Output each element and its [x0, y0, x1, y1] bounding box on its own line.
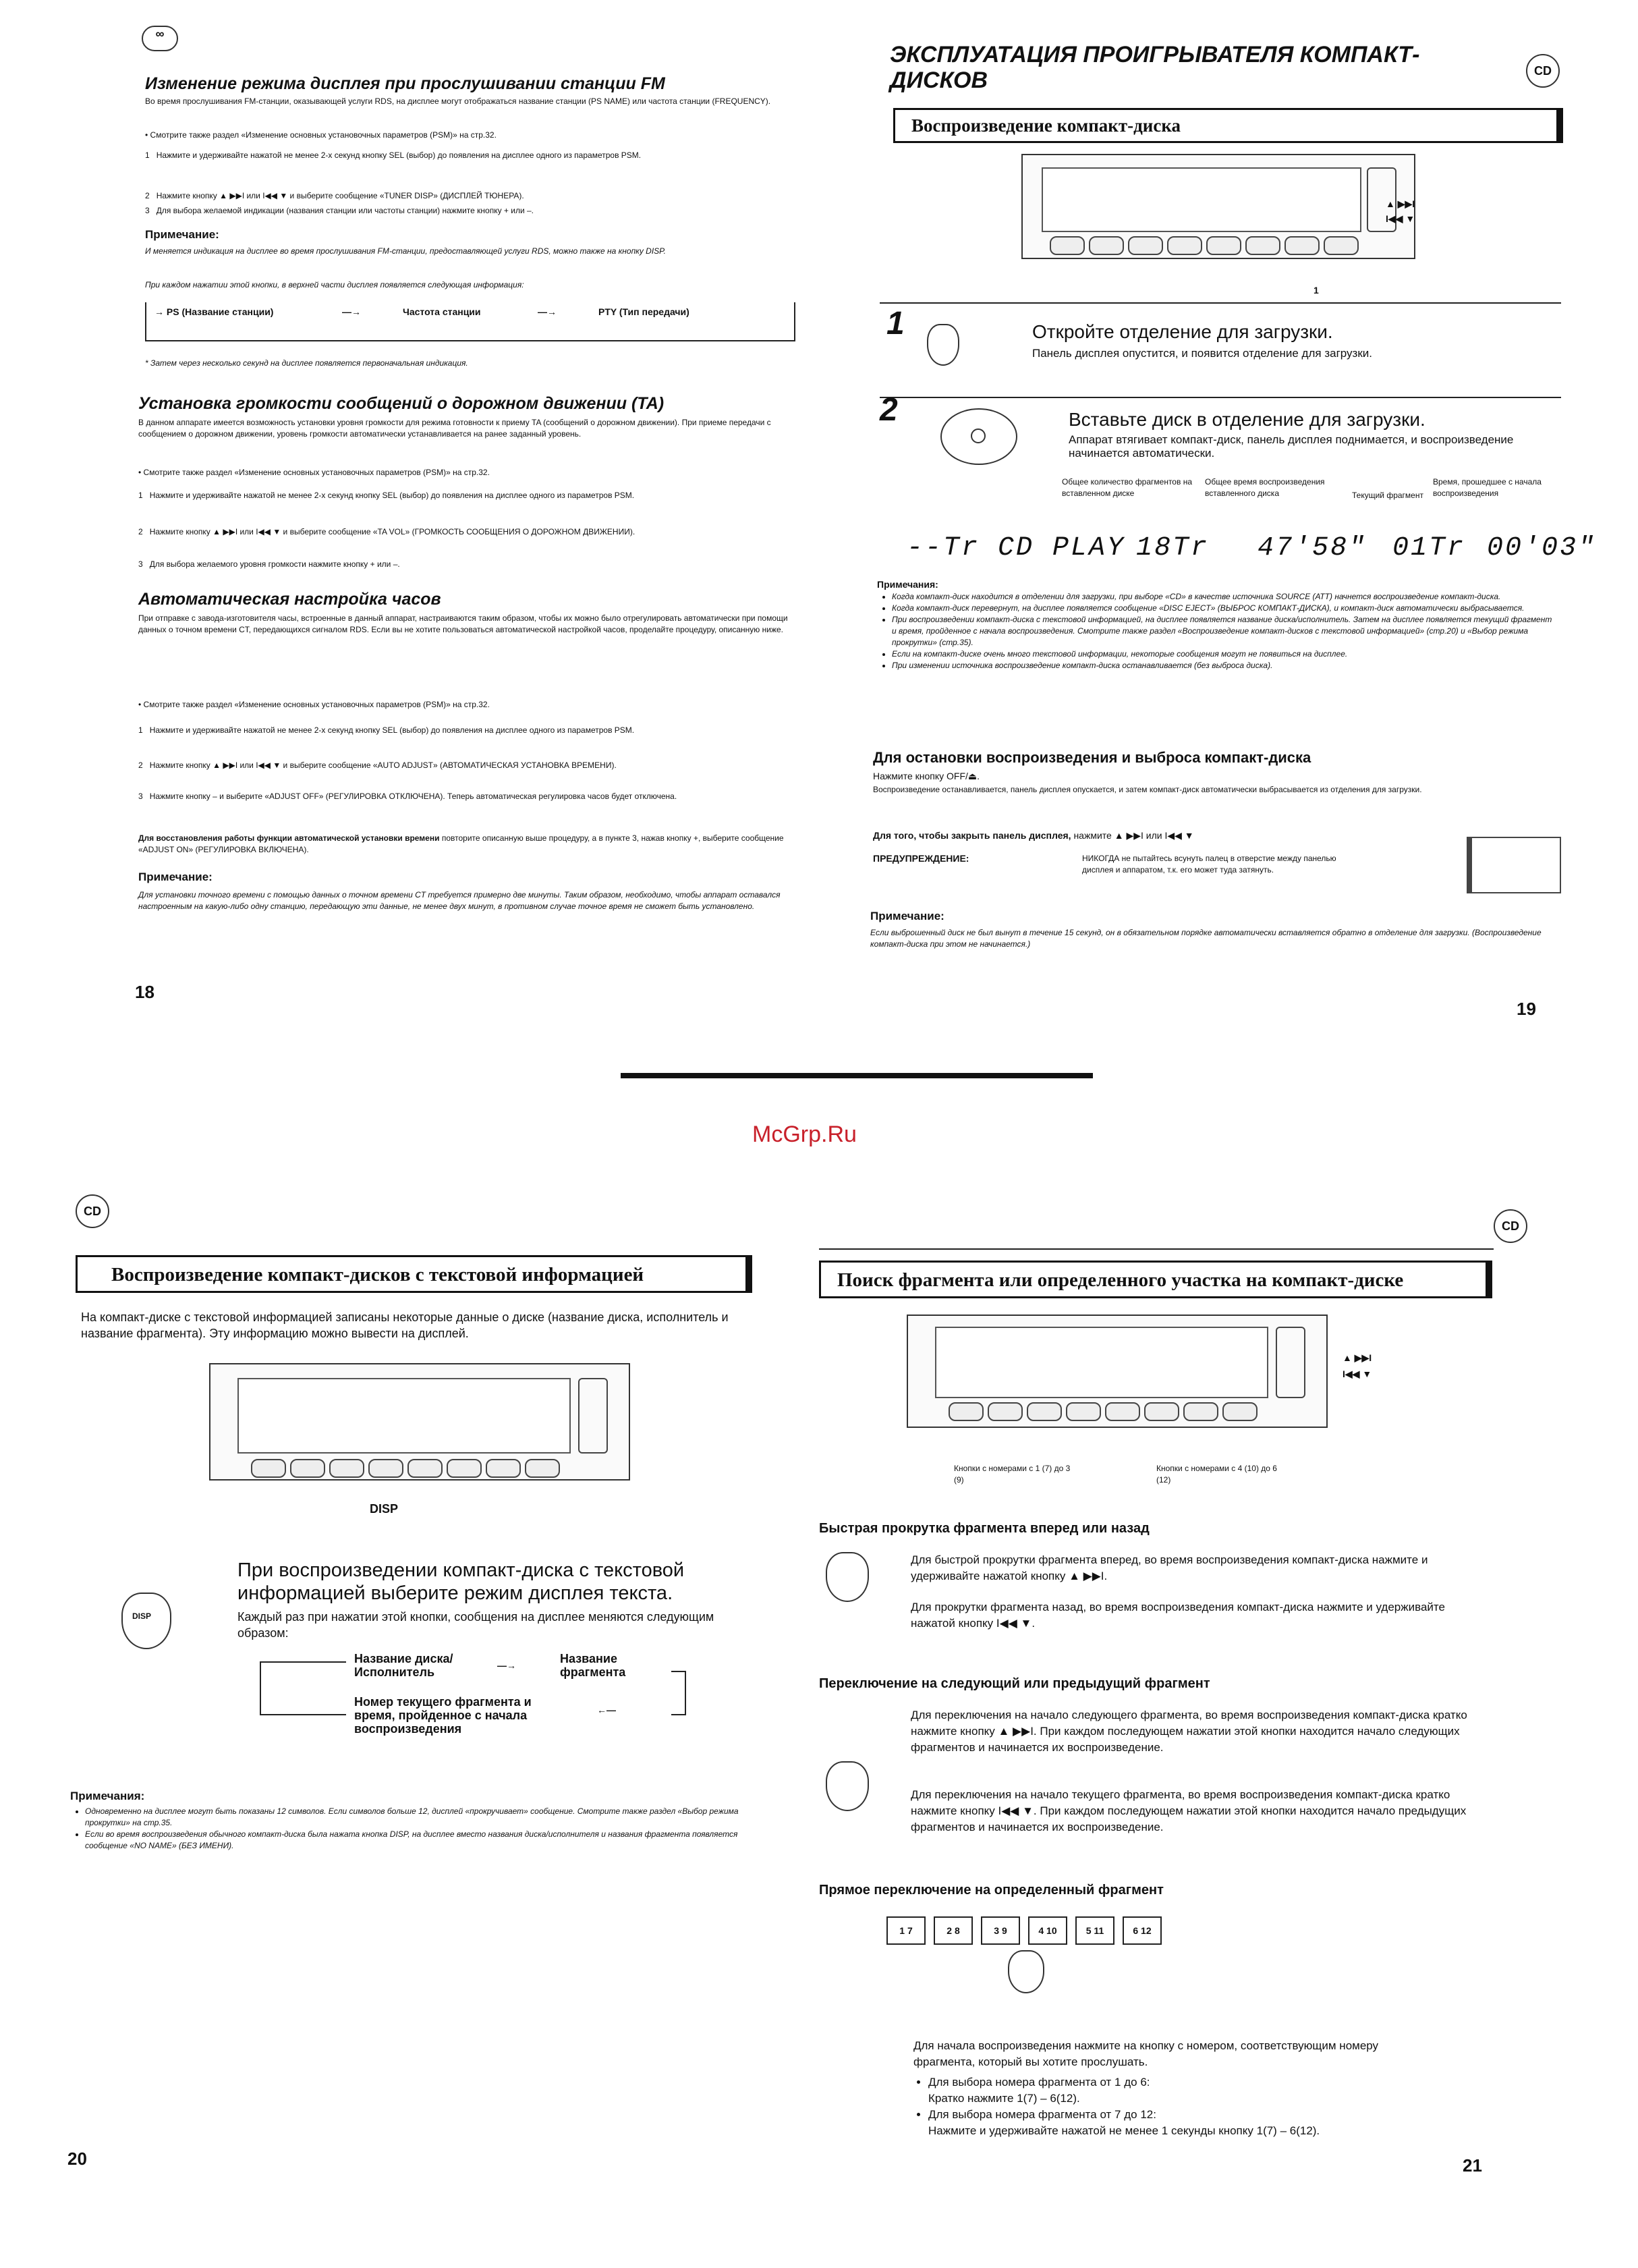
- direct-head: Прямое переключение на определенный фрагмент: [819, 1883, 1164, 1898]
- step1-number: 1: [886, 306, 905, 341]
- cd-text-intro: На компакт-диске с текстовой информацией записаны некоторые данные о диске (название диска, исполнитель и название фрагмента). Эту информацию можно вывести на дисплей.: [81, 1310, 729, 1340]
- cd-text-notes: [70, 1806, 745, 1852]
- fm-flow: → PS (Название станции) —→ Частота станции —→ PTY (Тип передачи): [145, 302, 795, 341]
- number-key: 5 11: [1075, 1916, 1114, 1945]
- direct-list: [913, 2074, 1467, 2139]
- ff-head: Быстрая прокрутка фрагмента вперед или назад: [819, 1521, 1150, 1536]
- lcd-current-track: 01Tr: [1392, 533, 1466, 563]
- ff-forward: Для быстрой прокрутки фрагмента вперед, во время воспроизведения компакт-диска нажмите и удерживайте нажатой кнопку ▲ ▶▶I.: [911, 1553, 1428, 1582]
- step1-text: Панель дисплея опустится, и появится отделение для загрузки.: [1032, 347, 1372, 360]
- disc-hole-icon: [971, 428, 986, 443]
- arrow-up-label: ▲ ▶▶I: [1386, 198, 1415, 209]
- label-current-track: Текущий фрагмент: [1352, 491, 1423, 500]
- note-item: • Если на компакт-диске очень много текстовой информации, некоторые сообщения могут не появиться на дисплее.: [892, 648, 1558, 660]
- arrow-down-label: I◀◀ ▼: [1343, 1368, 1372, 1379]
- clock-step-2: 2 Нажмите кнопку ▲ ▶▶I или I◀◀ ▼ и выберите сообщение «AUTO ADJUST» (АВТОМАТИЧЕСКАЯ УСТАНОВКА ВРЕМЕНИ).: [138, 760, 617, 770]
- arrow-down-label: I◀◀ ▼: [1386, 213, 1415, 224]
- notes-label-20: Примечания:: [70, 1790, 145, 1802]
- ta-step-1: 1 Нажмите и удерживайте нажатой не менее 2-х секунд кнопку SEL (выбор) до появления на дисплее одного из параметров PSM.: [138, 491, 635, 500]
- label-total-time: Общее время воспроизведения вставленного диска: [1205, 477, 1325, 498]
- ff-back: Для прокрутки фрагмента назад, во время воспроизведения компакт-диска нажмите и удерживайте нажатой кнопку I◀◀ ▼.: [911, 1601, 1445, 1630]
- section-cd-play: Воспроизведение компакт-диска: [893, 108, 1563, 143]
- ta-title: Установка громкости сообщений о дорожном движении (TA): [138, 394, 665, 413]
- page-19: [819, 0, 1638, 1039]
- ta-see: • Смотрите также раздел «Изменение основных установочных параметров (PSM)» на стр.32.: [138, 468, 490, 477]
- cd-page-icon: CD: [1494, 1209, 1527, 1243]
- section-track-search: Поиск фрагмента или определенного участка на компакт-диске: [819, 1261, 1492, 1298]
- skip-prev: Для переключения на начало текущего фрагмента, во время воспроизведения компакт-диска кратко нажмите кнопку I◀◀ ▼. При каждом последующем нажатии этой кнопки находится начало предыдущих фрагментов и начинается их воспроизведение.: [911, 1788, 1467, 1833]
- keys-1-3-label: Кнопки с номерами с 1 (7) до 3 (9): [954, 1464, 1071, 1485]
- number-key: 2 8: [934, 1916, 973, 1945]
- step2-number: 2: [880, 392, 898, 428]
- direct-item: • Для выбора номера фрагмента от 7 до 12: Нажмите и удерживайте нажатой не менее 1 секунды кнопку 1(7) – 6(12).: [928, 2107, 1467, 2139]
- note-item: • Если во время воспроизведения обычного компакт-диска была нажата кнопка DISP, на дисплее вместо названия диска/исполнителя и названия фрагмента появляется сообщение «NO NAME» (БЕЗ ИМЕНИ).: [85, 1829, 745, 1852]
- notes-label: Примечания:: [877, 579, 938, 590]
- skip-head: Переключение на следующий или предыдущий фрагмент: [819, 1676, 1210, 1691]
- note-item: • Когда компакт-диск перевернут, на дисплее появляется сообщение «DISC EJECT» (ВЫБРОС КОМПАКТ-ДИСКА), и компакт-диск автоматически выбрасывается.: [892, 603, 1558, 614]
- number-keys: [886, 1916, 1162, 1945]
- stop-text: Воспроизведение останавливается, панель дисплея опускается, и затем компакт-диск автоматически выбрасывается из отделения для загрузки.: [873, 785, 1422, 794]
- step2-text: Аппарат втягивает компакт-диск, панель дисплея поднимается, и воспроизведение начинается автоматически.: [1069, 433, 1514, 460]
- clock-see: • Смотрите также раздел «Изменение основных установочных параметров (PSM)» на стр.32.: [138, 700, 490, 709]
- lcd-cd-play: --Tr CD PLAY: [907, 533, 1126, 563]
- disp-callout: DISP: [370, 1502, 399, 1516]
- finger-press-icon: [826, 1552, 869, 1602]
- stop-head: Для остановки воспроизведения и выброса компакт-диска: [873, 749, 1311, 766]
- flow-freq: Частота станции: [403, 306, 481, 317]
- cd-unit-panel: [209, 1363, 630, 1481]
- watermark: McGrp.Ru: [752, 1122, 857, 1147]
- step2-rule: [880, 397, 1561, 398]
- page-18: [0, 0, 819, 1039]
- panel-gap-illustration: [1467, 837, 1561, 893]
- page-number-18: 18: [135, 982, 154, 1002]
- page-number-19: 19: [1517, 999, 1536, 1019]
- number-key: 1 7: [886, 1916, 926, 1945]
- fm-step-1: 1 Нажмите и удерживайте нажатой не менее 2-х секунд кнопку SEL (выбор) до появления на дисплее одного из параметров PSM.: [145, 150, 642, 160]
- fm-note-label: Примечание:: [145, 228, 219, 241]
- clock-title: Автоматическая настройка часов: [138, 590, 441, 609]
- page-20: [0, 1147, 819, 2268]
- cd-unit-panel: [1021, 154, 1415, 259]
- callout-1: 1: [1314, 285, 1319, 296]
- cd-page-icon: CD: [76, 1194, 109, 1228]
- center-divider: [621, 1073, 1093, 1078]
- lcd-elapsed: 00'03": [1487, 533, 1597, 563]
- lcd-total-tracks: 18Tr: [1136, 533, 1210, 563]
- ta-intro: В данном аппарате имеется возможность установки уровня громкости для режима готовности к приему TA (сообщений о дорожном движении). При приеме передачи с сообщением о дорожном движении, уровень громкости автоматически устанавливается на ранее заданный уровень.: [138, 418, 771, 439]
- step1-head: Откройте отделение для загрузки.: [1032, 321, 1333, 342]
- number-key: 3 9: [981, 1916, 1020, 1945]
- warning-label: ПРЕДУПРЕЖДЕНИЕ:: [873, 853, 969, 864]
- finger-press-icon: [927, 324, 959, 366]
- fm-step-3: 3 Для выбора желаемой индикации (названия станции или частоты станции) нажмите кнопку + или –.: [145, 206, 534, 215]
- step2-head: Вставьте диск в отделение для загрузки.: [1069, 409, 1425, 430]
- fm-title: Изменение режима дисплея при прослушивании станции FM: [145, 74, 665, 93]
- clock-note: Для установки точного времени с помощью данных о точном времени CT требуется примерно две минуты. Таким образом, необходимо, чтобы аппарат оставался настроенным на какую-либо одну станцию, передающую эти данные, не менее двух минут, в противном случае точное время не сможет быть установлено.: [138, 890, 781, 911]
- fm-step-2: 2 Нажмите кнопку ▲ ▶▶I или I◀◀ ▼ и выберите сообщение «TUNER DISP» (ДИСПЛЕЙ ТЮНЕРА).: [145, 191, 524, 200]
- cd-page-icon: CD: [1526, 54, 1560, 88]
- cd-text-sub: Каждый раз при нажатии этой кнопки, сообщения на дисплее меняются следующим образом:: [237, 1610, 714, 1640]
- flow-track-time: Номер текущего фрагмента и время, пройденное с начала воспроизведения: [354, 1695, 532, 1736]
- note-text-19: Если выброшенный диск не был вынут в течение 15 секунд, он в обязательном порядке автоматически вставляется обратно в отделение для загрузки. (Воспроизведение компакт-диска при этом не начинается.): [870, 928, 1542, 949]
- lcd-total-time: 47'58": [1258, 533, 1367, 563]
- label-total-tracks: Общее количество фрагментов на вставленном диске: [1062, 477, 1192, 498]
- ta-step-2: 2 Нажмите кнопку ▲ ▶▶I или I◀◀ ▼ и выберите сообщение «TA VOL» (ГРОМКОСТЬ СООБЩЕНИЯ О ДОРОЖНОМ ДВИЖЕНИИ).: [138, 527, 636, 536]
- arrow-up-label: ▲ ▶▶I: [1343, 1352, 1372, 1363]
- flow-track-name: Название фрагмента: [560, 1652, 626, 1679]
- step1-rule: [880, 302, 1561, 304]
- clock-step-1: 1 Нажмите и удерживайте нажатой не менее 2-х секунд кнопку SEL (выбор) до появления на дисплее одного из параметров PSM.: [138, 725, 635, 735]
- page-number-20: 20: [67, 2149, 87, 2169]
- main-title: ЭКСПЛУАТАЦИЯ ПРОИГРЫВАТЕЛЯ КОМПАКТ-ДИСКОВ: [890, 42, 1420, 93]
- finger-press-icon: [826, 1761, 869, 1811]
- fm-see: • Смотрите также раздел «Изменение основных установочных параметров (PSM)» на стр.32.: [145, 130, 497, 140]
- warning-text: НИКОГДА не пытайтесь всунуть палец в отверстие между панелью дисплея и аппаратом, т.к. его может туда затянуть.: [1082, 854, 1336, 875]
- note-item: • При изменении источника воспроизведение компакт-диска останавливается (без выброса диска).: [892, 660, 1558, 671]
- ta-step-3: 3 Для выбора желаемого уровня громкости нажмите кнопку + или –.: [138, 559, 400, 569]
- finger-press-icon: [1008, 1950, 1044, 1993]
- direct-item: • Для выбора номера фрагмента от 1 до 6: Кратко нажмите 1(7) – 6(12).: [928, 2074, 1467, 2107]
- fm-intro: Во время прослушивания FM-станции, оказывающей услуги RDS, на дисплее могут отображаться название станции (PS NAME) или частота станции (FREQUENCY).: [145, 96, 771, 106]
- note-item: • При воспроизведении компакт-диска с текстовой информацией, на дисплее появляется название диска/исполнитель. Затем на дисплее появляется текущий фрагмент и время, пройденное с начала воспроизведения. Смотрите также раздел «Воспроизведение компакт-дисков с текстовой информацией» (стр.20) и «Выбор режима прокрутки» (стр.35).: [892, 614, 1558, 648]
- cd-unit-panel: [907, 1315, 1328, 1428]
- keys-4-6-label: Кнопки с номерами с 4 (10) до 6 (12): [1156, 1464, 1277, 1485]
- note-item: • Одновременно на дисплее могут быть показаны 12 символов. Если символов больше 12, дисплей «прокручивает» сообщение. Смотрите также раздел «Выбор режима прокрутки» на стр.35.: [85, 1806, 745, 1829]
- skip-next: Для переключения на начало следующего фрагмента, во время воспроизведения компакт-диска кратко нажмите кнопку ▲ ▶▶I. При каждом последующем нажатии этой кнопки находится начало следующих фрагментов и начинается их воспроизведение.: [911, 1709, 1467, 1754]
- clock-step-3: 3 Нажмите кнопку – и выберите «ADJUST OFF» (РЕГУЛИРОВКА ОТКЛЮЧЕНА). Теперь автоматическая регулировка часов будет отключена.: [138, 792, 677, 801]
- note-label-19: Примечание:: [870, 910, 944, 922]
- page-21: [819, 1147, 1638, 2268]
- clock-note-label: Примечание:: [138, 870, 213, 883]
- flow-disc-name: Название диска/ Исполнитель: [354, 1652, 453, 1679]
- lcd-display: [907, 533, 1597, 567]
- fm-note-2: При каждом нажатии этой кнопки, в верхней части дисплея появляется следующая информация:: [145, 280, 524, 289]
- close-panel: Для того, чтобы закрыть панель дисплея, нажмите ▲ ▶▶I или I◀◀ ▼: [873, 830, 1194, 841]
- direct-intro: Для начала воспроизведения нажмите на кнопку с номером, соответствующим номеру фрагмента, который вы хотите прослушать.: [913, 2039, 1379, 2068]
- clock-intro: При отправке с завода-изготовителя часы, встроенные в данный аппарат, настраиваются таким образом, чтобы их можно было отрегулировать автоматически при помощи данных о точном времени CT, передающихся сигналом RDS. Если вы не хотите пользоваться автоматической настройкой часов, проделайте процедуру, описанную ниже.: [138, 613, 788, 634]
- header-rule: [819, 1248, 1494, 1250]
- label-elapsed: Время, прошедшее с начала воспроизведения: [1433, 477, 1542, 498]
- fm-note-1: И меняется индикация на дисплее во время прослушивания FM-станции, предоставляющей услуги RDS, можно также на кнопку DISP.: [145, 246, 666, 256]
- text-mode-flow: Название диска/ Исполнитель —→ Название фрагмента Номер текущего фрагмента и время, пройденное с начала воспроизведения ←—: [260, 1652, 691, 1760]
- disp-button-label: DISP: [132, 1611, 152, 1621]
- section-cd-text: Воспроизведение компакт-дисков с текстовой информацией: [76, 1255, 752, 1293]
- cd-notes: [877, 591, 1558, 671]
- clock-restore: Для восстановления работы функции автоматической установки времени повторите описанную выше процедуру, а в пункте 3, нажав кнопку +, выберите сообщение «ADJUST ON» (РЕГУЛИРОВКА ВКЛЮЧЕНА).: [138, 833, 784, 854]
- flow-pty: PTY (Тип передачи): [598, 306, 689, 317]
- number-key: 4 10: [1028, 1916, 1067, 1945]
- number-key: 6 12: [1123, 1916, 1162, 1945]
- flow-ps: PS (Название станции): [166, 306, 274, 317]
- stop-button-text: Нажмите кнопку OFF/⏏.: [873, 771, 980, 781]
- disp-button-press-icon: [121, 1593, 171, 1649]
- fm-footnote: * Затем через несколько секунд на дисплее появляется первоначальная индикация.: [145, 358, 468, 368]
- logo-icon: ∞: [142, 26, 178, 51]
- note-item: • Когда компакт-диск находится в отделении для загрузки, при выборе «CD» в качестве источника SOURCE (АТТ) начнется воспроизведение компакт-диска.: [892, 591, 1558, 603]
- cd-text-head: При воспроизведении компакт-диска с текстовой информацией выберите режим дисплея текста.: [237, 1559, 685, 1604]
- page-number-21: 21: [1463, 2155, 1482, 2176]
